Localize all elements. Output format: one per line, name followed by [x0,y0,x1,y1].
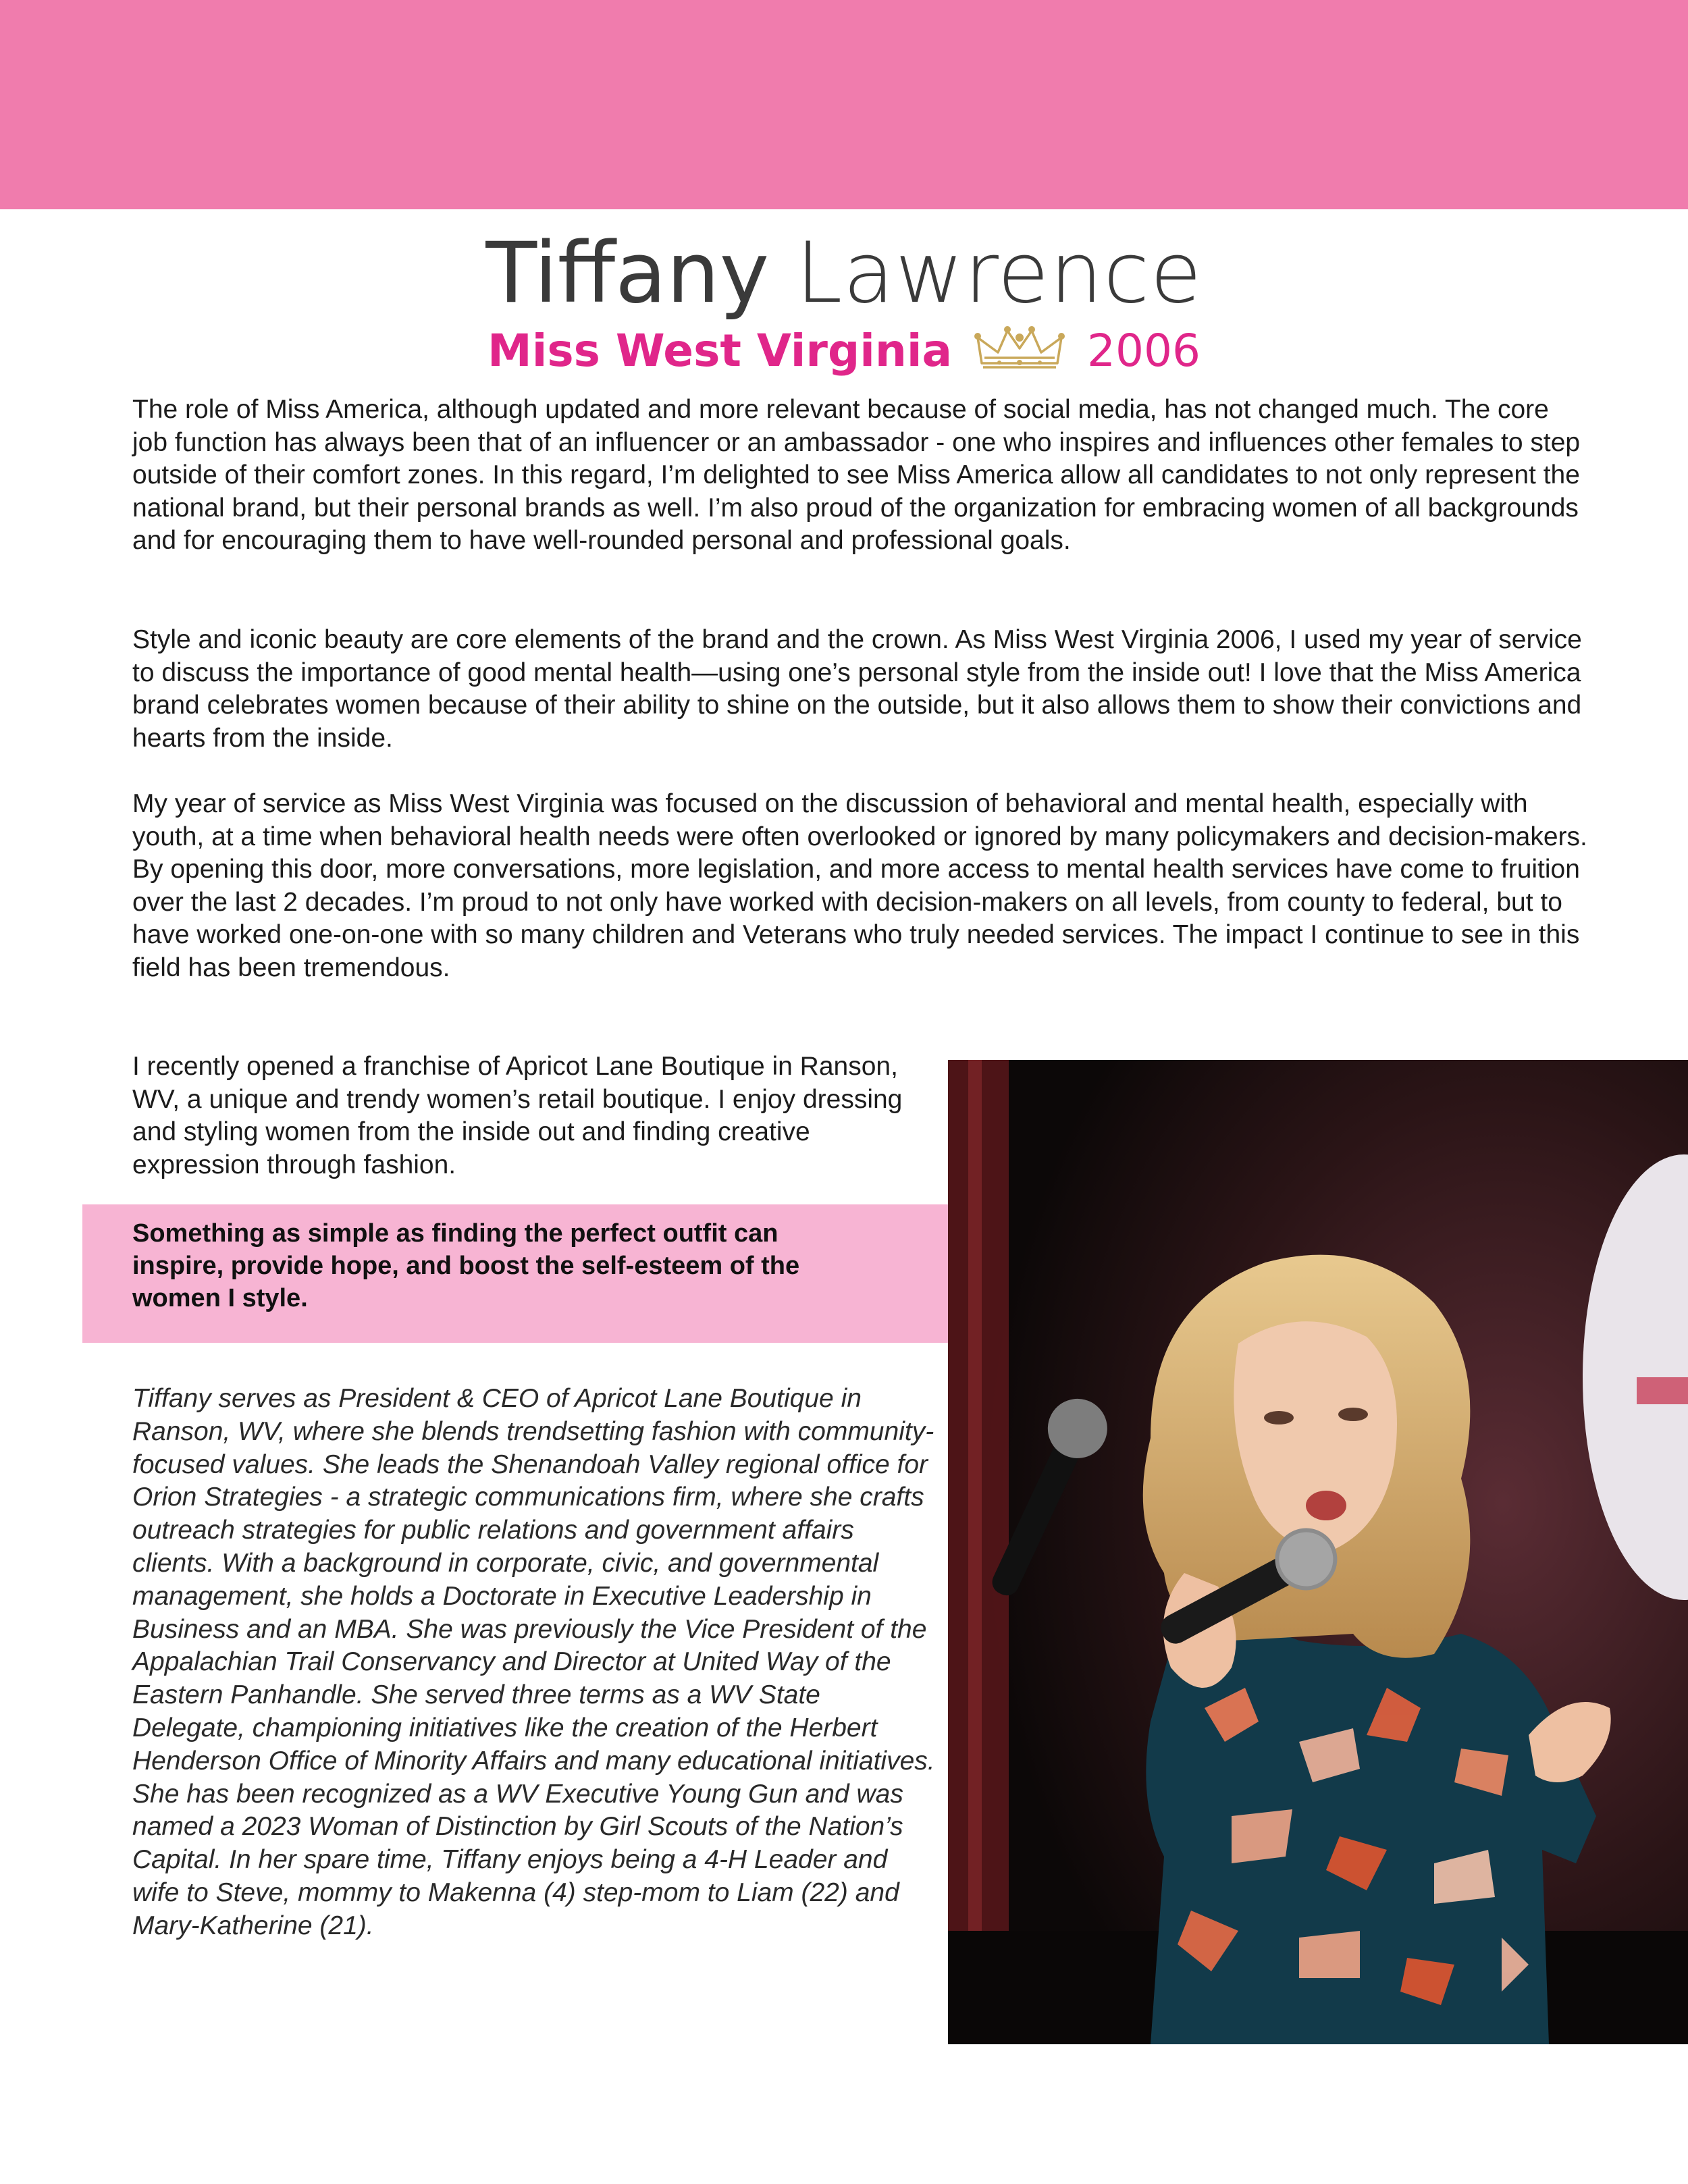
paragraph-boutique: I recently opened a franchise of Apricot Lane Boutique in Ranson, WV, a unique and trendy women’s retail boutique. I enjoy dressing and styling women from the inside out and finding creative expression through fashion. [132,1052,903,1179]
paragraph-style-and-beauty: Style and iconic beauty are core elements of the brand and the crown. As Miss West Virginia 2006, I used my year of service to discuss the importance of good mental health—using one’s personal style from the inside out! I love that the Miss America brand celebrates women because of their ability to shine on the outside, but it also allows them to show their convictions and hearts from the inside. [132,625,1582,753]
paragraph-role-of-miss-america: The role of Miss America, although updated and more relevant because of social media, has not changed much. The core job function has always been that of an influencer or an ambassador - one who inspires and influences other females to step outside of their comfort zones. In this regard, I’m delighted to see Miss America allow all candidates to not only represent the national brand, but their personal brands as well. I’m also proud of the organization for embracing women of all backgrounds and for encouraging them to have well-rounded personal and professional goals. [132,395,1581,555]
first-name: Tiffany [485,225,770,322]
title-name: Miss West Virginia [487,325,952,377]
page-title [0,223,1688,324]
bio-paragraph: Tiffany serves as President & CEO of Apricot Lane Boutique in Ranson, WV, where she blends trendsetting fashion with community-focused values. She leads the Shenandoah Valley regional office for Orion Strategies - a strategic communications firm, where she crafts outreach strategies for public relations and government affairs clients. With a background in corporate, civic, and governmental management, she holds a Doctorate in Executive Leadership in Business and an MBA. She was previously the Vice President of the Appalachian Trail Conservancy and Director at United Way of the Eastern Panhandle. She served three terms as a WV State Delegate, championing initiatives like the creation of the Herbert Henderson Office of Minority Affairs and many educational initiatives. She has been recognized as a WV Executive Young Gun and was named a 2023 Woman of Distinction by Girl Scouts of the Nation’s Capital. In her spare time, Tiffany enjoys being a 4-H Leader and wife to Steve, mommy to Makenna (4) step-mom to Liam (22) and Mary-Katherine (21). [132,1384,935,1940]
top-pink-band [0,0,1688,209]
paragraph-year-of-service: My year of service as Miss West Virginia was focused on the discussion of behavioral and mental health, especially with youth, at a time when behavioral health needs were often overlooked or ignored by many policymakers and decision-makers. By opening this door, more conversations, more legislation, and more access to mental health services have come to fruition over the last 2 decades. I’m proud to not only have worked with decision-makers on all levels, from county to federal, but to have worked one-on-one with so many children and Veterans who truly needed services. The impact I continue to see in this field has been tremendous. [132,789,1587,982]
portrait-photo [948,1060,1688,2044]
last-name: Lawrence [795,225,1203,322]
pull-quote: Something as simple as finding the perfect outfit can inspire, provide hope, and boost the self-esteem of the women I style. [132,1219,800,1312]
title-year: 2006 [1087,325,1201,377]
page-subtitle [0,319,1688,383]
crown-icon [972,324,1067,371]
